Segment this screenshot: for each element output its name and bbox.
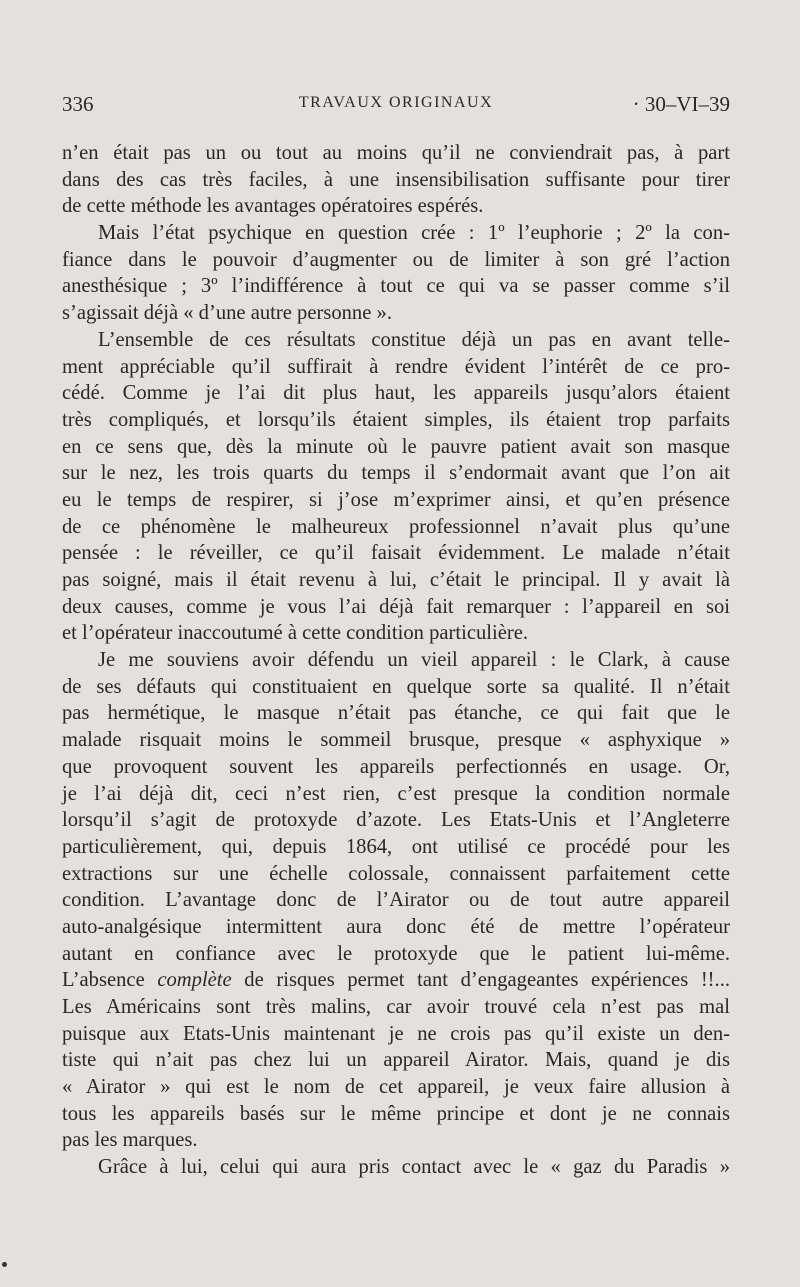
text-run: cédé. Comme je l’ai dit plus haut, les appareils jusqu’alors étaient bbox=[62, 382, 730, 405]
text-run: autant en confiance avec le protoxyde que le patient lui-même. bbox=[62, 942, 730, 965]
text-run: Mais l’état psychique en question crée : 1º l’euphorie ; 2º la con- bbox=[98, 222, 730, 245]
text-run: très compliqués, et lorsqu’ils étaient simples, ils étaient trop parfaits bbox=[62, 408, 730, 431]
text-line bbox=[62, 327, 730, 354]
text-line bbox=[62, 941, 730, 968]
text-line bbox=[62, 434, 730, 461]
text-run: puisque aux Etats-Unis maintenant je ne crois pas qu’il existe un den- bbox=[62, 1022, 730, 1045]
margin-speck bbox=[2, 1262, 7, 1267]
text-line bbox=[62, 407, 730, 434]
text-line bbox=[62, 861, 730, 888]
text-line bbox=[62, 140, 730, 167]
text-line bbox=[62, 1074, 730, 1101]
text-line bbox=[62, 460, 730, 487]
text-line bbox=[62, 967, 730, 994]
text-line bbox=[62, 300, 730, 327]
emphasis-word: complète bbox=[157, 969, 232, 992]
text-line bbox=[62, 781, 730, 808]
text-line bbox=[62, 167, 730, 194]
text-run: Grâce à lui, celui qui aura pris contact avec le « gaz du Paradis » bbox=[98, 1156, 730, 1179]
text-line bbox=[62, 540, 730, 567]
text-run: pensée : le réveiller, ce qu’il faisait évidemment. Le malade n’était bbox=[62, 542, 730, 565]
text-run: eu le temps de respirer, si j’ose m’exprimer ainsi, et qu’en présence bbox=[62, 488, 730, 511]
text-line bbox=[62, 674, 730, 701]
text-run: de risques permet tant d’engageantes expériences !!... bbox=[231, 969, 730, 992]
text-line bbox=[62, 514, 730, 541]
text-line bbox=[62, 994, 730, 1021]
text-run: de ce phénomène le malheureux professionnel n’avait plus qu’une bbox=[62, 515, 730, 538]
text-run: n’en était pas un ou tout au moins qu’il ne conviendrait pas, à part bbox=[62, 142, 730, 164]
text-run: lorsqu’il s’agit de protoxyde d’azote. Les Etats-Unis et l’Angleterre bbox=[62, 809, 730, 832]
text-run: pas les marques. bbox=[62, 1129, 198, 1152]
running-header bbox=[62, 92, 730, 122]
text-run: en ce sens que, dès la minute où le pauvre patient avait son masque bbox=[62, 435, 730, 458]
text-line bbox=[62, 594, 730, 621]
text-line bbox=[62, 247, 730, 274]
text-line bbox=[62, 220, 730, 247]
text-run: sur le nez, les trois quarts du temps il s’endormait avant que l’on ait bbox=[62, 462, 730, 485]
text-run: malade risquait moins le sommeil brusque, presque « asphyxique » bbox=[62, 729, 730, 752]
text-run: et l’opérateur inaccoutumé à cette condition particulière. bbox=[62, 622, 528, 645]
text-run: de ses défauts qui constituaient en quelque sorte sa qualité. Il n’était bbox=[62, 675, 730, 698]
text-run: pas hermétique, le masque n’était pas étanche, ce qui fait que le bbox=[62, 702, 730, 725]
text-line bbox=[62, 620, 730, 647]
text-line bbox=[62, 1021, 730, 1048]
text-line bbox=[62, 1101, 730, 1128]
text-line bbox=[62, 807, 730, 834]
text-run: L’absence bbox=[62, 969, 158, 992]
text-line bbox=[62, 273, 730, 300]
text-run: s’agissait déjà « d’une autre personne ». bbox=[62, 302, 392, 325]
text-run: particulièrement, qui, depuis 1864, ont utilisé ce procédé pour les bbox=[62, 835, 730, 858]
header-date: · 30–VI–39 bbox=[632, 92, 730, 116]
text-run: Les Américains sont très malins, car avoir trouvé cela n’est pas mal bbox=[62, 996, 730, 1018]
page-number: 336 bbox=[62, 92, 94, 116]
text-line bbox=[62, 567, 730, 594]
text-line bbox=[62, 487, 730, 514]
text-line bbox=[62, 727, 730, 754]
text-line bbox=[62, 887, 730, 914]
text-run: deux causes, comme je vous l’ai déjà fait remarquer : l’appareil en soi bbox=[62, 595, 730, 618]
text-run: L’ensemble de ces résultats constitue déjà un pas en avant telle- bbox=[98, 328, 730, 351]
text-line bbox=[62, 193, 730, 220]
text-line bbox=[62, 834, 730, 861]
text-line bbox=[62, 380, 730, 407]
text-run: je l’ai déjà dit, ceci n’est rien, c’est presque la condition normale bbox=[62, 782, 730, 805]
text-line bbox=[62, 647, 730, 674]
text-run: condition. L’avantage donc de l’Airator ou de tout autre appareil bbox=[62, 889, 730, 912]
text-run: anesthésique ; 3º l’indifférence à tout ce qui va se passer comme s’il bbox=[62, 275, 730, 298]
text-run: fiance dans le pouvoir d’augmenter ou de limiter à son gré l’action bbox=[62, 248, 730, 271]
body-text bbox=[62, 140, 730, 1181]
text-run: ment appréciable qu’il suffirait à rendre évident l’intérêt de ce pro- bbox=[62, 355, 730, 378]
text-run: pas soigné, mais il était revenu à lui, c’était le principal. Il y avait là bbox=[62, 569, 730, 591]
text-run: auto-analgésique intermittent aura donc été de mettre l’opérateur bbox=[62, 915, 730, 938]
text-line bbox=[62, 700, 730, 727]
text-run: dans des cas très faciles, à une insensibilisation suffisante pour tirer bbox=[62, 168, 730, 191]
text-run: « Airator » qui est le nom de cet appareil, je veux faire allusion à bbox=[62, 1076, 730, 1099]
text-run: tiste qui n’ait pas chez lui un appareil Airator. Mais, quand je dis bbox=[62, 1049, 730, 1072]
text-run: Je me souviens avoir défendu un vieil appareil : le Clark, à cause bbox=[98, 649, 730, 672]
text-line bbox=[62, 754, 730, 781]
text-line bbox=[62, 354, 730, 381]
text-run: tous les appareils basés sur le même principe et dont je ne connais bbox=[62, 1102, 730, 1125]
text-run: que provoquent souvent les appareils perfectionnés en usage. Or, bbox=[62, 755, 730, 778]
text-run: de cette méthode les avantages opératoires espérés. bbox=[62, 195, 484, 218]
text-line bbox=[62, 914, 730, 941]
running-title: TRAVAUX ORIGINAUX bbox=[298, 94, 494, 111]
text-line bbox=[62, 1154, 730, 1181]
text-line bbox=[62, 1127, 730, 1154]
text-run: extractions sur une échelle colossale, connaissent parfaitement cette bbox=[62, 862, 730, 885]
text-line bbox=[62, 1047, 730, 1074]
